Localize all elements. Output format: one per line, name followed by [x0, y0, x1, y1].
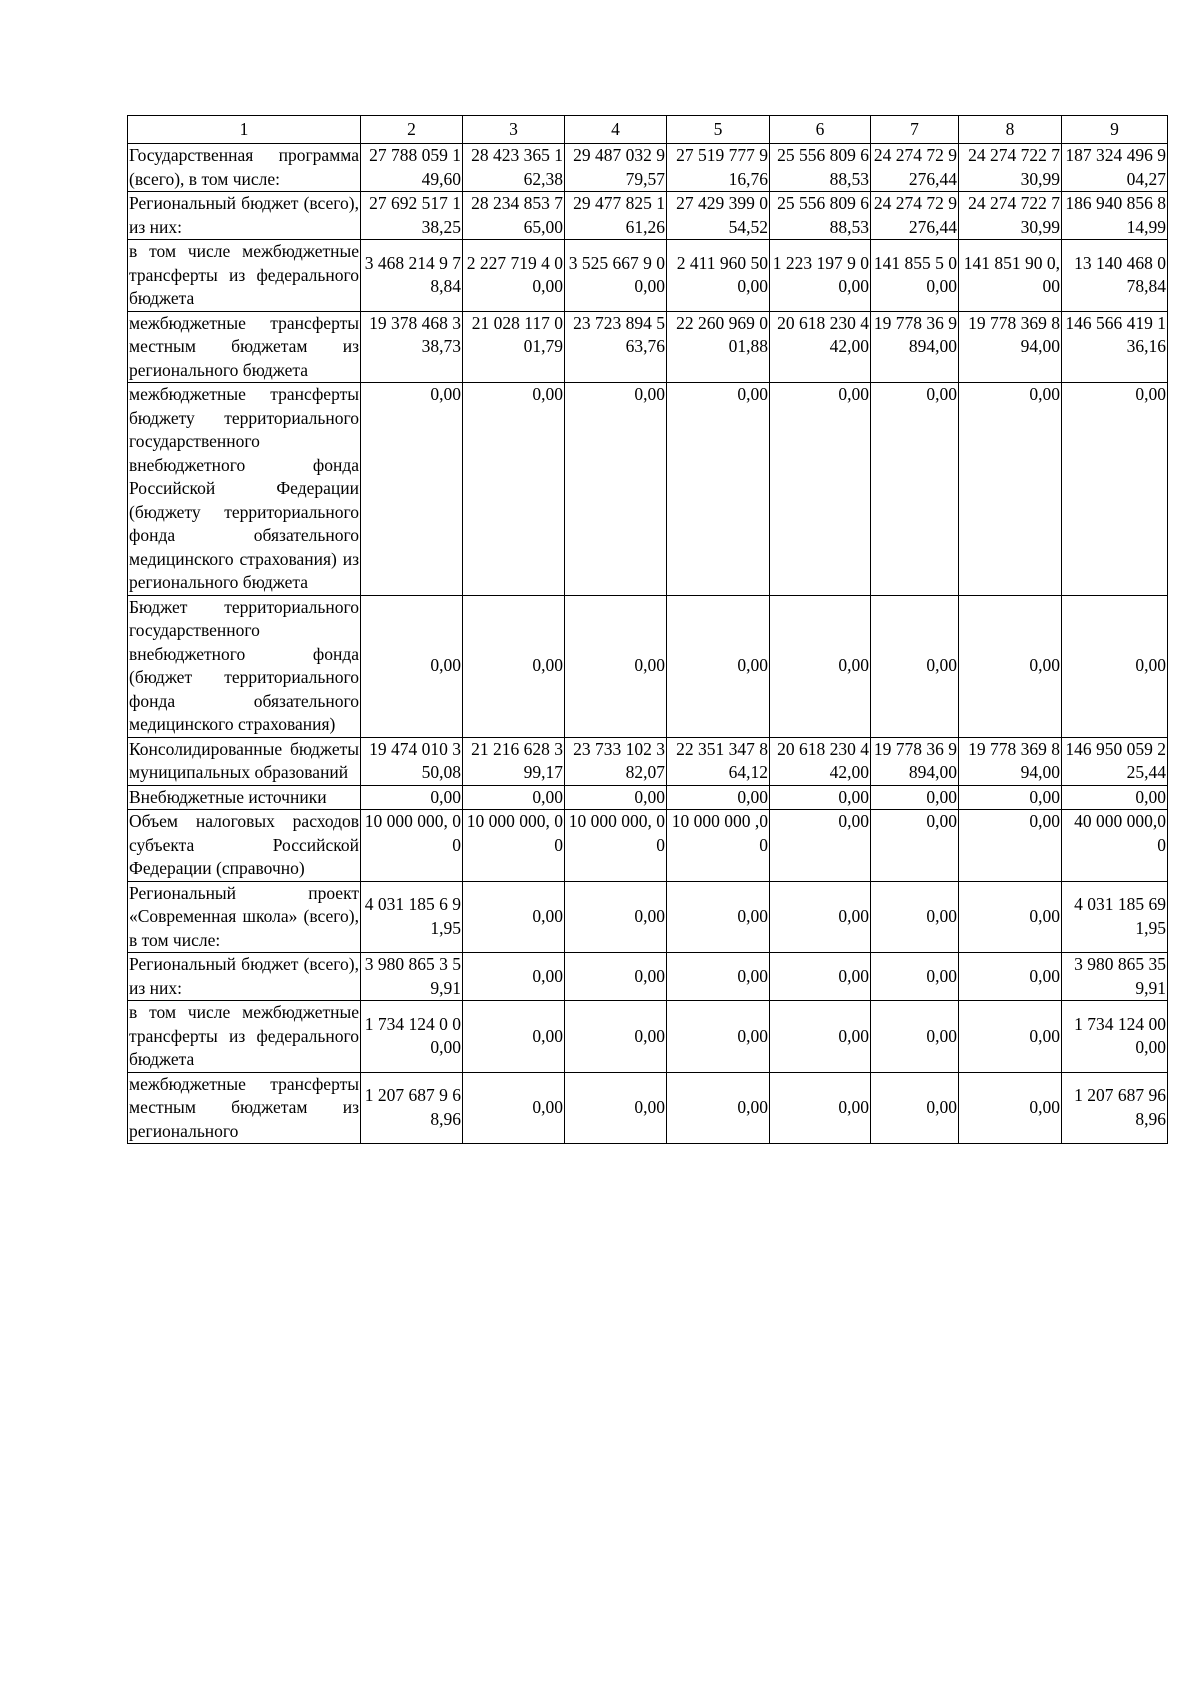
value-cell: 0,00 — [871, 595, 959, 737]
value-cell: 27 788 059 149,60 — [361, 144, 463, 192]
value-cell: 4 031 185 69 1,95 — [1062, 881, 1168, 953]
column-header: 2 — [361, 116, 463, 144]
value-cell: 0,00 — [361, 785, 463, 810]
value-cell: 27 692 517 138,25 — [361, 192, 463, 240]
row-label: Региональный бюджет (всего), из них: — [128, 192, 361, 240]
value-cell: 3 980 865 3 59,91 — [361, 953, 463, 1001]
value-cell: 0,00 — [871, 1072, 959, 1144]
value-cell: 0,00 — [463, 785, 565, 810]
value-cell: 0,00 — [463, 953, 565, 1001]
value-cell: 0,00 — [871, 383, 959, 596]
value-cell: 0,00 — [770, 1001, 871, 1073]
value-cell: 20 618 230 442,00 — [770, 311, 871, 383]
value-cell: 0,00 — [959, 810, 1062, 882]
row-label: Региональный бюджет (всего), из них: — [128, 953, 361, 1001]
value-cell: 186 940 856 814,99 — [1062, 192, 1168, 240]
value-cell: 24 274 722 730,99 — [959, 192, 1062, 240]
value-cell: 0,00 — [565, 595, 667, 737]
value-cell: 0,00 — [871, 785, 959, 810]
value-cell: 0,00 — [667, 1001, 770, 1073]
value-cell: 0,00 — [1062, 785, 1168, 810]
value-cell: 0,00 — [463, 881, 565, 953]
value-cell: 2 411 960 500,00 — [667, 240, 770, 312]
row-label: Консолидированные бюджеты муниципальных образований — [128, 737, 361, 785]
value-cell: 3 468 214 9 78,84 — [361, 240, 463, 312]
value-cell: 22 351 347 864,12 — [667, 737, 770, 785]
value-cell: 1 207 687 9 68,96 — [361, 1072, 463, 1144]
value-cell: 20 618 230 442,00 — [770, 737, 871, 785]
table-row — [128, 240, 1168, 312]
table-row — [128, 810, 1168, 882]
value-cell: 0,00 — [463, 595, 565, 737]
column-header: 6 — [770, 116, 871, 144]
value-cell: 0,00 — [667, 785, 770, 810]
value-cell: 19 378 468 338,73 — [361, 311, 463, 383]
value-cell: 28 423 365 162,38 — [463, 144, 565, 192]
column-header: 9 — [1062, 116, 1168, 144]
value-cell: 3 525 667 9 00,00 — [565, 240, 667, 312]
value-cell: 1 734 124 0 00,00 — [361, 1001, 463, 1073]
value-cell: 13 140 468 0 78,84 — [1062, 240, 1168, 312]
value-cell: 0,00 — [361, 383, 463, 596]
value-cell: 0,00 — [770, 383, 871, 596]
value-cell: 0,00 — [565, 383, 667, 596]
value-cell: 0,00 — [463, 383, 565, 596]
value-cell: 19 778 36 9 894,00 — [871, 737, 959, 785]
row-label: Внебюджетные источники — [128, 785, 361, 810]
table-row — [128, 311, 1168, 383]
value-cell: 10 000 000 ,00 — [667, 810, 770, 882]
value-cell: 24 274 72 9 276,44 — [871, 144, 959, 192]
budget-table — [127, 115, 1168, 1144]
value-cell: 1 207 687 96 8,96 — [1062, 1072, 1168, 1144]
value-cell: 3 980 865 35 9,91 — [1062, 953, 1168, 1001]
value-cell: 0,00 — [871, 810, 959, 882]
value-cell: 0,00 — [770, 953, 871, 1001]
column-header: 4 — [565, 116, 667, 144]
value-cell: 10 000 000, 00 — [361, 810, 463, 882]
value-cell: 0,00 — [565, 881, 667, 953]
value-cell: 19 474 010 350,08 — [361, 737, 463, 785]
value-cell: 23 723 894 563,76 — [565, 311, 667, 383]
value-cell: 24 274 722 730,99 — [959, 144, 1062, 192]
value-cell: 146 950 059 225,44 — [1062, 737, 1168, 785]
value-cell: 21 216 628 399,17 — [463, 737, 565, 785]
value-cell: 0,00 — [667, 383, 770, 596]
value-cell: 146 566 419 136,16 — [1062, 311, 1168, 383]
value-cell: 19 778 369 894,00 — [959, 737, 1062, 785]
value-cell: 0,00 — [959, 595, 1062, 737]
row-label: в том числе межбюджетные трансферты из федерального бюджета — [128, 1001, 361, 1073]
table-header-row — [128, 116, 1168, 144]
value-cell: 25 556 809 688,53 — [770, 192, 871, 240]
value-cell: 0,00 — [361, 595, 463, 737]
value-cell: 19 778 369 894,00 — [959, 311, 1062, 383]
value-cell: 0,00 — [463, 1001, 565, 1073]
value-cell: 29 477 825 161,26 — [565, 192, 667, 240]
row-label: межбюджетные трансферты местным бюджетам из регионального — [128, 1072, 361, 1144]
row-label: Государственная программа (всего), в том числе: — [128, 144, 361, 192]
value-cell: 28 234 853 765,00 — [463, 192, 565, 240]
value-cell: 0,00 — [871, 953, 959, 1001]
value-cell: 25 556 809 688,53 — [770, 144, 871, 192]
value-cell: 0,00 — [667, 953, 770, 1001]
value-cell: 0,00 — [959, 881, 1062, 953]
value-cell: 24 274 72 9 276,44 — [871, 192, 959, 240]
value-cell: 0,00 — [959, 1001, 1062, 1073]
table-row — [128, 1072, 1168, 1144]
value-cell: 10 000 000, 00 — [463, 810, 565, 882]
value-cell: 0,00 — [565, 785, 667, 810]
value-cell: 4 031 185 6 91,95 — [361, 881, 463, 953]
value-cell: 0,00 — [565, 1072, 667, 1144]
value-cell: 141 855 5 00,00 — [871, 240, 959, 312]
value-cell: 187 324 496 904,27 — [1062, 144, 1168, 192]
value-cell: 0,00 — [959, 1072, 1062, 1144]
row-label: Бюджет территориального государственного внебюджетного фонда (бюджет территориального фонда обязательного медицинского страхования) — [128, 595, 361, 737]
column-header: 5 — [667, 116, 770, 144]
value-cell: 0,00 — [959, 383, 1062, 596]
value-cell: 0,00 — [565, 953, 667, 1001]
table-row — [128, 192, 1168, 240]
value-cell: 0,00 — [959, 953, 1062, 1001]
value-cell: 19 778 36 9 894,00 — [871, 311, 959, 383]
column-header: 3 — [463, 116, 565, 144]
table-row — [128, 785, 1168, 810]
value-cell: 29 487 032 979,57 — [565, 144, 667, 192]
row-label: в том числе межбюджетные трансферты из федерального бюджета — [128, 240, 361, 312]
value-cell: 0,00 — [667, 1072, 770, 1144]
value-cell: 0,00 — [1062, 383, 1168, 596]
value-cell: 0,00 — [770, 810, 871, 882]
value-cell: 0,00 — [667, 595, 770, 737]
value-cell: 27 519 777 916,76 — [667, 144, 770, 192]
table-row — [128, 1001, 1168, 1073]
value-cell: 0,00 — [770, 881, 871, 953]
value-cell: 21 028 117 001,79 — [463, 311, 565, 383]
table-row — [128, 881, 1168, 953]
table-row — [128, 737, 1168, 785]
row-label: межбюджетные трансферты местным бюджетам из регионального бюджета — [128, 311, 361, 383]
value-cell: 0,00 — [667, 881, 770, 953]
value-cell: 23 733 102 382,07 — [565, 737, 667, 785]
table-row — [128, 383, 1168, 596]
value-cell: 0,00 — [871, 881, 959, 953]
column-header: 7 — [871, 116, 959, 144]
value-cell: 40 000 000,0 0 — [1062, 810, 1168, 882]
value-cell: 0,00 — [770, 1072, 871, 1144]
value-cell: 0,00 — [871, 1001, 959, 1073]
value-cell: 0,00 — [1062, 595, 1168, 737]
column-header: 1 — [128, 116, 361, 144]
value-cell: 141 851 90 0,00 — [959, 240, 1062, 312]
value-cell: 2 227 719 4 00,00 — [463, 240, 565, 312]
column-header: 8 — [959, 116, 1062, 144]
value-cell: 0,00 — [770, 785, 871, 810]
row-label: Региональный проект «Современная школа» (всего), в том числе: — [128, 881, 361, 953]
value-cell: 27 429 399 054,52 — [667, 192, 770, 240]
value-cell: 0,00 — [770, 595, 871, 737]
value-cell: 22 260 969 001,88 — [667, 311, 770, 383]
row-label: межбюджетные трансферты бюджету территориального государственного внебюджетного фонда Российской Федерации (бюджету территориального фонда обязательного медицинского страхования) из регионального бюджета — [128, 383, 361, 596]
value-cell: 0,00 — [565, 1001, 667, 1073]
value-cell: 1 734 124 00 0,00 — [1062, 1001, 1168, 1073]
value-cell: 1 223 197 9 00,00 — [770, 240, 871, 312]
value-cell: 10 000 000, 00 — [565, 810, 667, 882]
table-row — [128, 595, 1168, 737]
row-label: Объем налоговых расходов субъекта Российской Федерации (справочно) — [128, 810, 361, 882]
table-row — [128, 953, 1168, 1001]
table-row — [128, 144, 1168, 192]
value-cell: 0,00 — [463, 1072, 565, 1144]
value-cell: 0,00 — [959, 785, 1062, 810]
